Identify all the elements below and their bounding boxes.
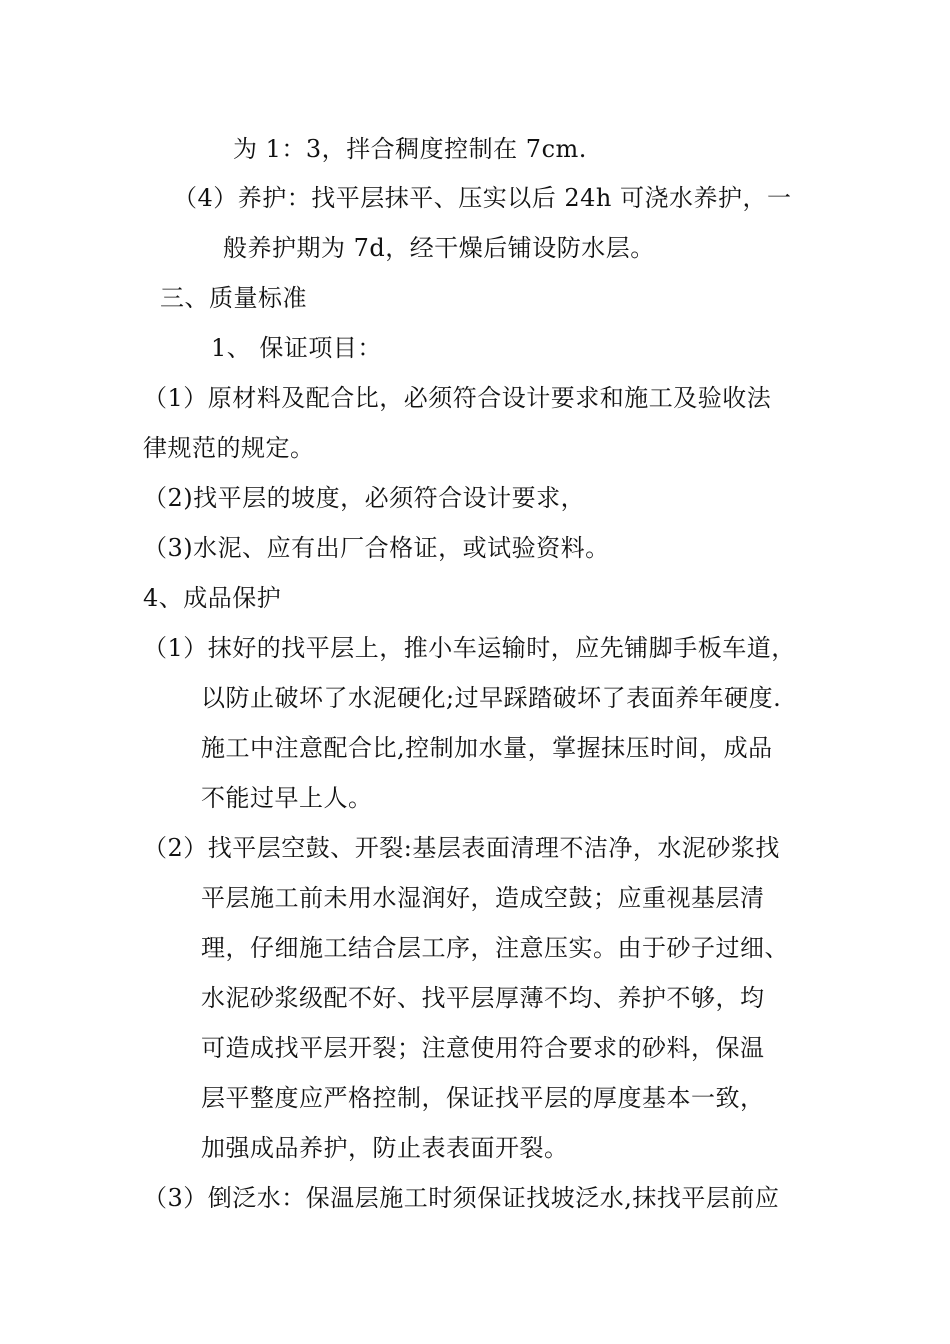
text-line: 平层施工前未用水湿润好，造成空鼓；应重视基层清 [201,884,765,912]
text-line: （2）找平层空鼓、开裂:基层表面清理不洁净，水泥砂浆找 [143,834,780,862]
subsection-heading: 1、 保证项目： [211,334,382,362]
text-line: （4）养护：找平层抹平、压实以后 24h 可浇水养护，一 [173,184,792,212]
text-line: （3）倒泛水：保温层施工时须保证找坡泛水,抹找平层前应 [143,1184,780,1212]
text-line: 理，仔细施工结合层工序，注意压实。由于砂子过细、 [201,934,789,962]
text-line: 层平整度应严格控制，保证找平层的厚度基本一致， [201,1084,765,1112]
text-line: （1）原材料及配合比，必须符合设计要求和施工及验收法 [143,384,772,412]
section-heading: 三、质量标准 [160,284,307,312]
text-line: 以防止破坏了水泥硬化;过早踩踏破坏了表面养年硬度. [201,684,782,712]
text-line: 施工中注意配合比,控制加水量，掌握抹压时间，成品 [201,734,773,762]
text-line: 律规范的规定。 [143,434,315,462]
text-line: 加强成品养护，防止表表面开裂。 [201,1134,569,1162]
text-line: （2)找平层的坡度，必须符合设计要求， [143,484,586,512]
text-line: 般养护期为 7d，经干燥后铺设防水层。 [223,234,655,262]
text-line: 为 1：3，拌合稠度控制在 7cm. [233,135,587,163]
text-line: 水泥砂浆级配不好、找平层厚薄不均、养护不够，均 [201,984,765,1012]
text-line: 可造成找平层开裂；注意使用符合要求的砂料，保温 [201,1034,765,1062]
text-line: （3)水泥、应有出厂合格证，或试验资料。 [143,534,610,562]
section-heading: 4、成品保护 [143,584,282,612]
text-line: 不能过早上人。 [201,784,373,812]
text-line: （1）抹好的找平层上，推小车运输时，应先铺脚手板车道， [143,634,796,662]
